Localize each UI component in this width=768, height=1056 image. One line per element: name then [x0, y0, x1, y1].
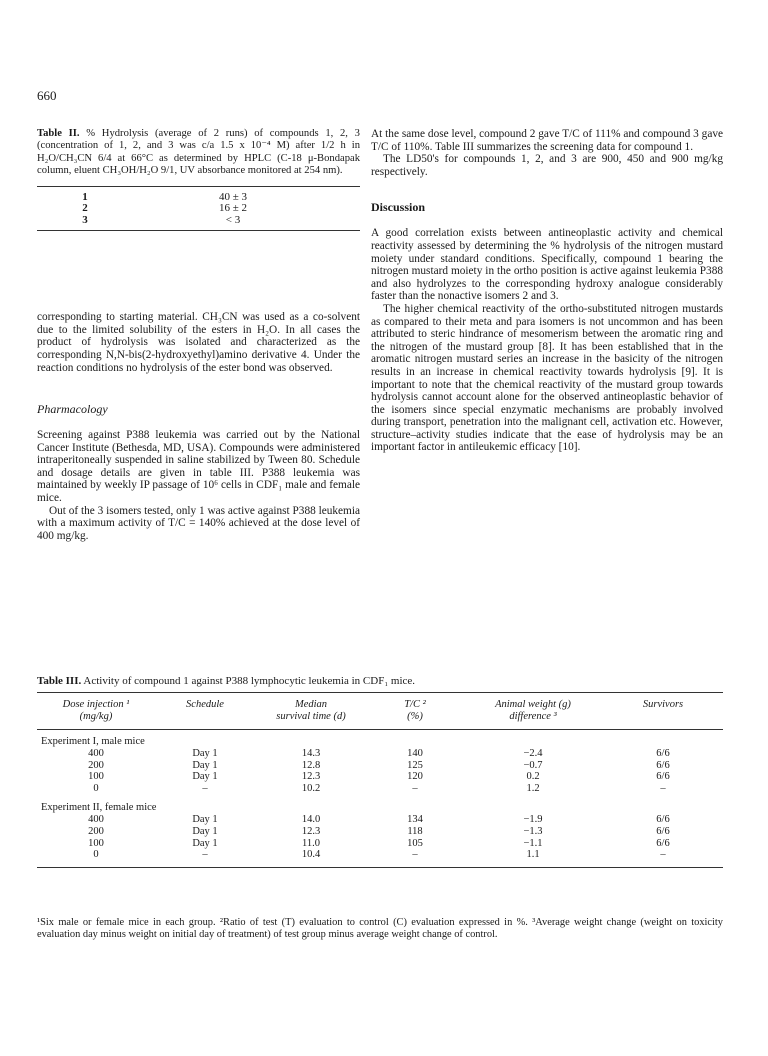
cell-survivors: – — [660, 782, 666, 794]
table-row — [37, 838, 723, 850]
table3-caption-label: Table III. — [37, 675, 82, 687]
cell-weight: −1.1 — [523, 837, 543, 849]
table3-body — [37, 730, 723, 868]
cell-survivors: 6/6 — [656, 814, 670, 826]
cell-dose: 100 — [88, 837, 104, 849]
header-median — [255, 699, 367, 729]
cell-dose: 400 — [88, 748, 104, 759]
cell-tc: – — [412, 849, 418, 861]
cell-median: 14.0 — [301, 814, 321, 826]
cell-median: 10.2 — [301, 782, 321, 794]
table2-value: 40 ± 3 — [218, 190, 248, 203]
cell-schedule: Day 1 — [192, 748, 218, 759]
header-median-unit: survival time (d) — [276, 711, 346, 722]
cell-weight: −1.9 — [523, 814, 543, 826]
table-row — [37, 760, 723, 772]
cell-schedule: Day 1 — [192, 837, 218, 849]
table2-value: < 3 — [225, 213, 241, 226]
table-row — [37, 783, 723, 795]
cell-schedule: Day 1 — [192, 771, 218, 783]
header-dose-label: Dose injection ¹ — [62, 699, 130, 710]
cell-dose: 0 — [93, 782, 99, 794]
table2-row — [37, 215, 360, 227]
left-paragraph-2: Screening against P388 leukemia was carried out by the National Cancer Institute (Bethesda, MD, USA). Compounds were administered intraperitoneally suspended in saline stabilized by Tween 80. Schedule and dosage details are given in table III. P388 leukemia was maintained by weekly IP passage of 10⁶ cells in CDF₁ male and female mice. — [37, 429, 360, 505]
cell-tc: 125 — [407, 759, 423, 771]
left-paragraph-3: Out of the 3 isomers tested, only 1 was active against P388 leukemia with a maximum activity of T/C = 140% achieved at the dose level of 400 mg/kg. — [37, 504, 360, 542]
cell-median: 11.0 — [302, 837, 320, 849]
cell-median: 12.3 — [301, 771, 321, 783]
cell-weight: 1.1 — [526, 849, 540, 861]
header-dose-unit: (mg/kg) — [79, 711, 113, 722]
cell-median: 12.3 — [301, 825, 321, 837]
header-survivors: Survivors — [642, 699, 684, 710]
cell-tc: 120 — [407, 771, 423, 783]
table-row — [37, 814, 723, 826]
cell-dose: 400 — [88, 814, 104, 826]
cell-survivors: 6/6 — [656, 825, 670, 837]
table2 — [37, 186, 360, 232]
discussion-heading: Discussion — [371, 200, 426, 215]
left-paragraph-1: corresponding to starting material. CH₃CN was used as a co-solvent due to the limited solubility of the esters in H₂O. In all cases the product of hydrolysis was isolated and characterized as the corresponding N,N-bis(2-hydroxyethyl)amino derivative 4. Under the reaction conditions no hydrolysis of the ester bond was observed. — [37, 311, 360, 374]
cell-tc: – — [412, 782, 418, 794]
cell-weight: −0.7 — [523, 759, 543, 771]
cell-weight: −2.4 — [523, 748, 543, 759]
cell-tc: 118 — [407, 825, 423, 837]
cell-survivors: 6/6 — [656, 748, 670, 759]
table3 — [37, 692, 723, 868]
header-dose — [37, 699, 155, 729]
cell-median: 12.8 — [301, 759, 321, 771]
cell-weight: 1.2 — [526, 782, 540, 794]
pharmacology-heading: Pharmacology — [37, 402, 108, 417]
right-paragraph-2: The LD50's for compounds 1, 2, and 3 are 900, 450 and 900 mg/kg respectively. — [371, 153, 723, 178]
cell-schedule: – — [202, 849, 208, 861]
header-tc — [367, 699, 463, 729]
header-tc-label: T/C ² — [404, 699, 426, 710]
cell-dose: 100 — [88, 771, 104, 783]
cell-weight: 0.2 — [526, 771, 540, 783]
right-column — [371, 128, 723, 454]
cell-survivors: 6/6 — [656, 771, 670, 783]
table-row — [37, 771, 723, 783]
cell-tc: 140 — [407, 748, 423, 759]
table2-compound: 3 — [82, 213, 88, 226]
table2-compound: 1 — [82, 190, 88, 203]
table3-header — [37, 693, 723, 730]
table3-group-title: Experiment I, male mice — [41, 736, 145, 747]
cell-survivors: 6/6 — [656, 759, 670, 771]
table-row — [37, 748, 723, 760]
right-paragraph-4: The higher chemical reactivity of the ortho-substituted nitrogen mustards as compared to their meta and para isomers is not uncommon and has been attributed to steric hindrance of mesomerism between the aromatic ring and the nitrogen of the mustard group [8]. It has been established that in the aromatic nitrogen mustard series an increase in the basicity of the nitrogen results in an increase in chemical reactivity towards hydrolysis [9]. It is important to note that the chemical reactivity of the mustard group towards hydrolysis cannot account alone for the observed antineoplastic behavior of the isomers since special enzymatic mechanisms are probably involved during transport, penetration into the malignant cell, activation etc. However, structure–activity studies indicate that the ease of hydrolysis may be an important factor in antileukemic efficacy [10]. — [371, 302, 723, 454]
cell-tc: 105 — [407, 837, 423, 849]
page-number: 660 — [37, 88, 57, 103]
table-row — [37, 849, 723, 861]
cell-median: 10.4 — [301, 849, 321, 861]
header-tc-unit: (%) — [407, 711, 423, 722]
cell-weight: −1.3 — [523, 825, 543, 837]
left-column — [37, 128, 360, 542]
table2-caption — [37, 128, 360, 178]
header-aw-label: Animal weight (g) — [495, 699, 571, 710]
table2-caption-text: % Hydrolysis (average of 2 runs) of compounds 1, 2, 3 (concentration of 1, 2, and 3 was c/a 1.5 x 10⁻⁴ M) after 1/2 h in H₂O/CH₃CN 6/4 at 66°C as determined by HPLC (C-18 μ-Bondapak column, eluent CH₃OH/H₂O 9/1, UV absorbance monitored at 254 nm). — [37, 128, 360, 177]
cell-median: 14.3 — [301, 748, 321, 759]
table-row — [37, 826, 723, 838]
cell-schedule: Day 1 — [192, 825, 218, 837]
cell-schedule: – — [202, 782, 208, 794]
cell-survivors: – — [660, 849, 666, 861]
cell-dose: 200 — [88, 825, 104, 837]
table3-group-title: Experiment II, female mice — [41, 802, 157, 814]
header-schedule: Schedule — [186, 699, 224, 710]
cell-dose: 200 — [88, 759, 104, 771]
cell-schedule: Day 1 — [192, 759, 218, 771]
header-median-label: Median — [294, 699, 328, 710]
cell-survivors: 6/6 — [656, 837, 670, 849]
right-paragraph-1: At the same dose level, compound 2 gave T/C of 111% and compound 3 gave T/C of 110%. Table III summarizes the screening data for compound 1. — [371, 128, 723, 153]
cell-tc: 134 — [407, 814, 423, 826]
cell-dose: 0 — [93, 849, 99, 861]
table2-compound: 2 — [82, 202, 88, 215]
table3-footnote: ¹Six male or female mice in each group. ²Ratio of test (T) evaluation to control (C) evaluation expressed in %. ³Average weight change (weight on toxicity evaluation day minus weight on initial day of treatment) of test group minus average weight change of control. — [37, 917, 723, 940]
table2-row — [37, 203, 360, 215]
cell-schedule: Day 1 — [192, 814, 218, 826]
table2-value: 16 ± 2 — [218, 202, 248, 215]
table3-caption — [37, 675, 415, 687]
header-animal-weight — [463, 699, 603, 729]
header-aw-unit: difference ³ — [509, 711, 557, 722]
table2-caption-label: Table II. — [37, 128, 80, 139]
right-paragraph-3: A good correlation exists between antineoplastic activity and chemical reactivity assessed by determining the % hydrolysis of the nitrogen mustard moiety under standard conditions. Specifically, compound 1 bearing the nitrogen mustard moiety in the ortho position is active against leukemia P388 and also hydrolyzes to the corresponding hydroxy analogue considerably faster than the nonactive isomers 2 and 3. — [371, 227, 723, 303]
table3-caption-text: Activity of compound 1 against P388 lymphocytic leukemia in CDF₁ mice. — [83, 675, 416, 687]
